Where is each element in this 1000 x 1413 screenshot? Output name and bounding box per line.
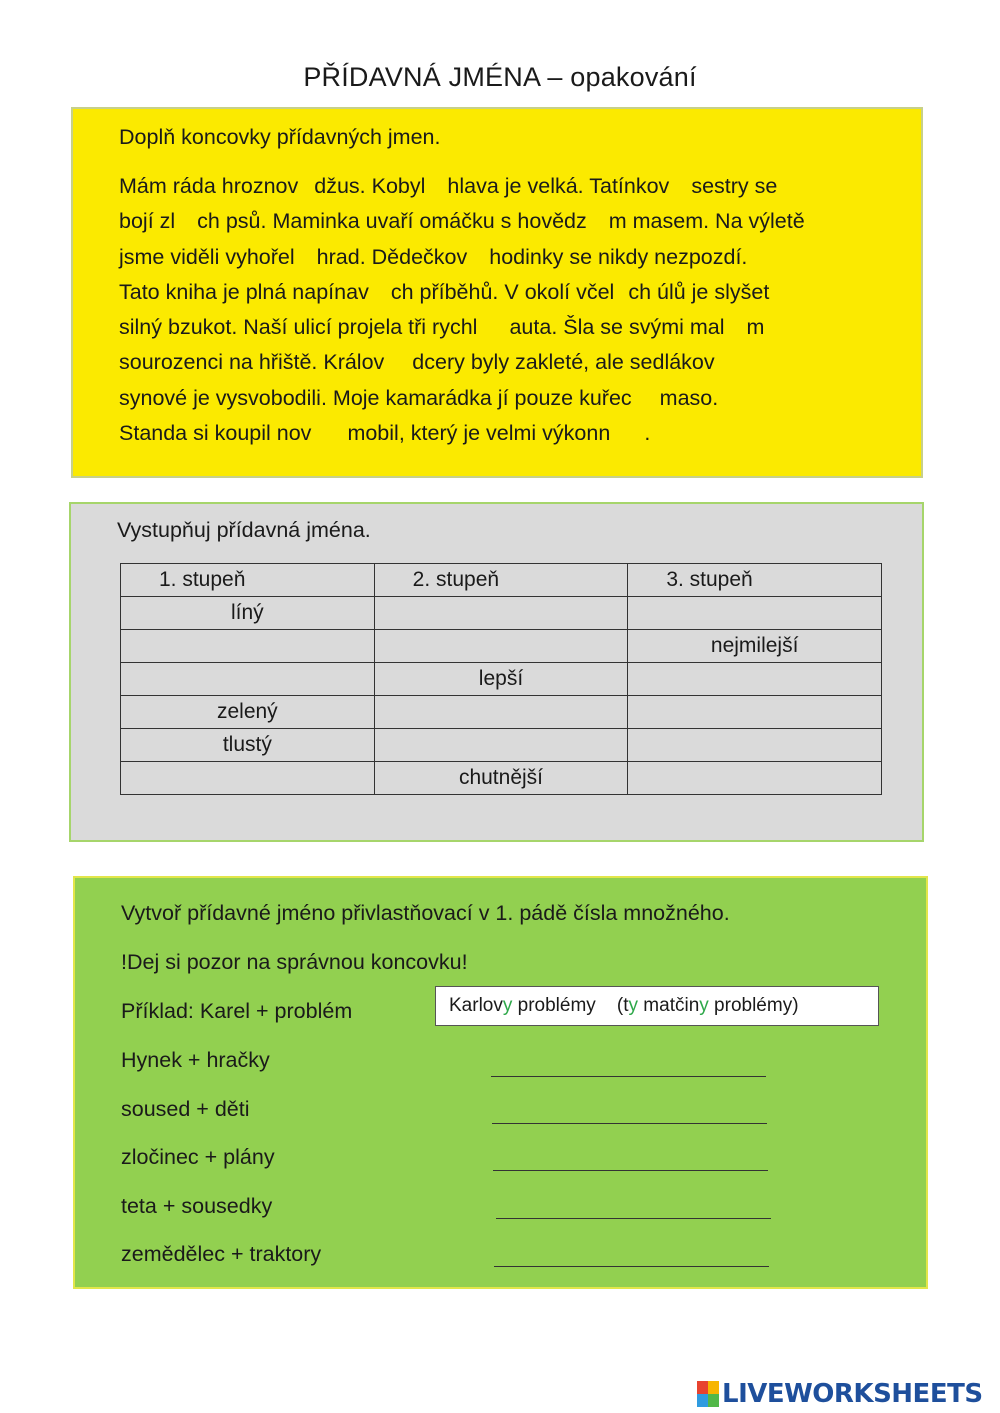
fill-endings-paragraph [119, 169, 909, 451]
table-cell-input[interactable] [121, 630, 375, 663]
header-degree-3: 3. stupeň [628, 564, 882, 597]
table-cell-input[interactable] [121, 762, 375, 795]
paragraph-segment: ch psů. Maminka uvaří omáčku s hovědz [197, 209, 587, 234]
paragraph-segment: m masem. Na výletě [608, 209, 805, 234]
paragraph-segment: džus. Kobyl [314, 174, 426, 198]
table-cell-input[interactable] [628, 729, 882, 762]
table-row [121, 696, 882, 729]
paragraph-segment: mobil, který je velmi výkonn [347, 421, 611, 446]
paragraph-segment: jsme viděli vyhořel [119, 244, 295, 269]
task-label: zemědělec + traktory [121, 1242, 322, 1266]
possessive-section [73, 876, 928, 1289]
answer-line[interactable] [494, 1266, 769, 1267]
paragraph-segment: ch úlů je slyšet [628, 279, 770, 304]
table-cell: zelený [121, 696, 375, 729]
liveworksheets-logo [697, 1376, 983, 1412]
page-title: PŘÍDAVNÁ JMÉNA – opakování [303, 62, 697, 92]
logo-text: LIVEWORKSHEETS [722, 1379, 983, 1409]
example-label: Příklad: Karel + problém [121, 999, 353, 1023]
paragraph-segment: Mám ráda hroznov [119, 174, 299, 198]
example-text: problémy (t [512, 995, 629, 1016]
paragraph-segment: . [644, 421, 651, 446]
paragraph-segment: synové je vysvobodili. Moje kamarádka jí pouze kuřec [119, 385, 632, 410]
table-cell-input[interactable] [628, 597, 882, 630]
possessive-warning: !Dej si pozor na správnou koncovku! [121, 950, 468, 974]
task-label: zločinec + plány [121, 1145, 275, 1169]
paragraph-segment: auta. Šla se svými mal [509, 315, 725, 340]
table-row [121, 597, 882, 630]
table-cell-input[interactable] [628, 696, 882, 729]
example-answer-box [435, 986, 879, 1026]
possessive-instruction: Vytvoř přídavné jméno přivlastňovací v 1. pádě čísla množného. [121, 901, 730, 925]
example-text: matčin [638, 995, 700, 1016]
liveworksheets-logo-icon [697, 1381, 719, 1407]
paragraph-segment: maso. [659, 385, 719, 410]
paragraph-segment: sestry se [691, 174, 778, 198]
answer-line[interactable] [491, 1076, 766, 1077]
table-row [121, 762, 882, 795]
table-cell: chutnější [374, 762, 628, 795]
header-degree-2: 2. stupeň [374, 564, 628, 597]
paragraph-segment: hlava je velká. Tatínkov [447, 174, 670, 198]
table-cell-input[interactable] [628, 663, 882, 696]
comparison-table [120, 563, 882, 795]
paragraph-segment: hodinky se nikdy nezpozdí. [489, 244, 748, 269]
paragraph-segment: m [746, 315, 765, 340]
task-label: Hynek + hračky [121, 1048, 270, 1072]
table-cell: lepší [374, 663, 628, 696]
table-cell-input[interactable] [374, 729, 628, 762]
table-cell-input[interactable] [374, 696, 628, 729]
table-cell: líný [121, 597, 375, 630]
table-cell-input[interactable] [121, 663, 375, 696]
table-row [121, 630, 882, 663]
comparison-section [69, 502, 924, 842]
task-label: teta + sousedky [121, 1194, 273, 1218]
example-highlight: y [699, 995, 709, 1016]
comparison-instruction: Vystupňuj přídavná jména. [117, 518, 371, 542]
paragraph-segment: hrad. Dědečkov [316, 244, 468, 269]
fill-endings-instruction: Doplň koncovky přídavných jmen. [119, 125, 441, 149]
table-row [121, 663, 882, 696]
paragraph-segment: bojí zl [119, 209, 176, 234]
answer-line[interactable] [496, 1218, 771, 1219]
table-row [121, 729, 882, 762]
table-cell: nejmilejší [628, 630, 882, 663]
example-text: problémy) [708, 995, 799, 1016]
paragraph-segment: dcery byly zakleté, ale sedlákov [412, 350, 715, 375]
fill-endings-section [71, 107, 923, 478]
paragraph-segment: silný bzukot. Naší ulicí projela tři rychl [119, 315, 478, 340]
paragraph-segment: Tato kniha je plná napínav [119, 279, 369, 304]
paragraph-segment: ch příběhů. V okolí včel [390, 279, 615, 304]
example-highlight: y [628, 995, 639, 1016]
task-label: soused + děti [121, 1097, 250, 1121]
example-text: Karlov [449, 995, 503, 1016]
table-cell: tlustý [121, 729, 375, 762]
table-header-row [121, 564, 882, 597]
header-degree-1: 1. stupeň [121, 564, 375, 597]
paragraph-segment: sourozenci na hřiště. Králov [119, 350, 385, 375]
paragraph-segment: Standa si koupil nov [119, 421, 312, 446]
table-cell-input[interactable] [374, 597, 628, 630]
table-cell-input[interactable] [628, 762, 882, 795]
answer-line[interactable] [492, 1123, 767, 1124]
answer-line[interactable] [493, 1170, 768, 1171]
table-cell-input[interactable] [374, 630, 628, 663]
example-highlight: y [502, 995, 513, 1016]
